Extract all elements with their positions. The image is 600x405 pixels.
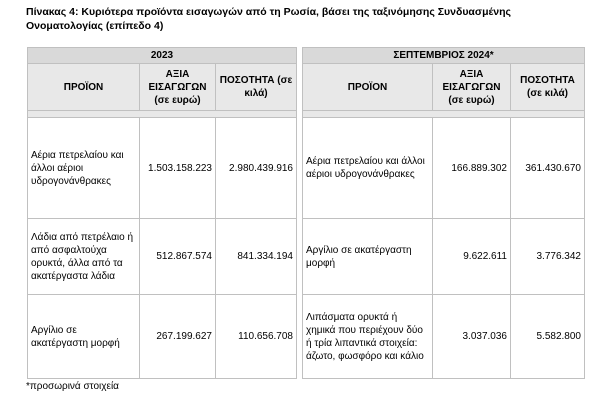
col-header-value: ΑΞΙΑ ΕΙΣΑΓΩΓΩΝ (σε ευρώ) <box>140 64 216 111</box>
cell-quantity: 3.776.342 <box>511 219 585 295</box>
cell-product: Αέρια πετρελαίου και άλλοι αέριοι υδρογονάνθρακες <box>303 118 433 219</box>
table-row <box>28 219 585 295</box>
footnote: *προσωρινά στοιχεία <box>26 381 119 392</box>
cell-value: 9.622.611 <box>433 219 511 295</box>
cell-quantity: 841.334.194 <box>216 219 297 295</box>
cell-product: Αργίλιο σε ακατέργαστη μορφή <box>303 219 433 295</box>
period-2023: 2023 <box>28 48 297 64</box>
cell-value: 1.503.158.223 <box>140 118 216 219</box>
cell-quantity: 2.980.439.916 <box>216 118 297 219</box>
cell-value: 3.037.036 <box>433 295 511 379</box>
col-header-quantity: ΠΟΣΟΤΗΤΑ (σε κιλά) <box>216 64 297 111</box>
col-header-value: ΑΞΙΑ ΕΙΣΑΓΩΓΩΝ (σε ευρώ) <box>433 64 511 111</box>
header-spacer <box>28 111 585 118</box>
table-row <box>28 295 585 379</box>
cell-product: Λιπάσματα ορυκτά ή χημικά που περιέχουν δύο ή τρία λιπαντικά στοιχεία: άζωτο, φωσφόρο και κάλιο <box>303 295 433 379</box>
cell-product: Αργίλιο σε ακατέργαστη μορφή <box>28 295 140 379</box>
column-header-row <box>28 64 585 111</box>
col-header-product: ΠΡΟΪΟΝ <box>28 64 140 111</box>
imports-table <box>27 47 585 379</box>
table-row <box>28 118 585 219</box>
table-title: Πίνακας 4: Κυριότερα προϊόντα εισαγωγών από τη Ρωσία, βάσει της ταξινόμησης Συνδυασμένης Ονοματολογίας (επίπεδο 4) <box>26 6 511 32</box>
cell-value: 267.199.627 <box>140 295 216 379</box>
period-header-row <box>28 48 585 64</box>
col-header-product: ΠΡΟΪΟΝ <box>303 64 433 111</box>
cell-quantity: 110.656.708 <box>216 295 297 379</box>
cell-value: 512.867.574 <box>140 219 216 295</box>
cell-quantity: 5.582.800 <box>511 295 585 379</box>
cell-product: Αέρια πετρελαίου και άλλοι αέριοι υδρογονάνθρακες <box>28 118 140 219</box>
col-header-quantity: ΠΟΣΟΤΗΤΑ (σε κιλά) <box>511 64 585 111</box>
cell-product: Λάδια από πετρέλαιο ή από ασφαλτούχα ορυκτά, άλλα από τα ακατέργαστα λάδια <box>28 219 140 295</box>
cell-quantity: 361.430.670 <box>511 118 585 219</box>
cell-value: 166.889.302 <box>433 118 511 219</box>
period-sept-2024: ΣΕΠΤΕΜΒΡΙΟΣ 2024* <box>303 48 585 64</box>
